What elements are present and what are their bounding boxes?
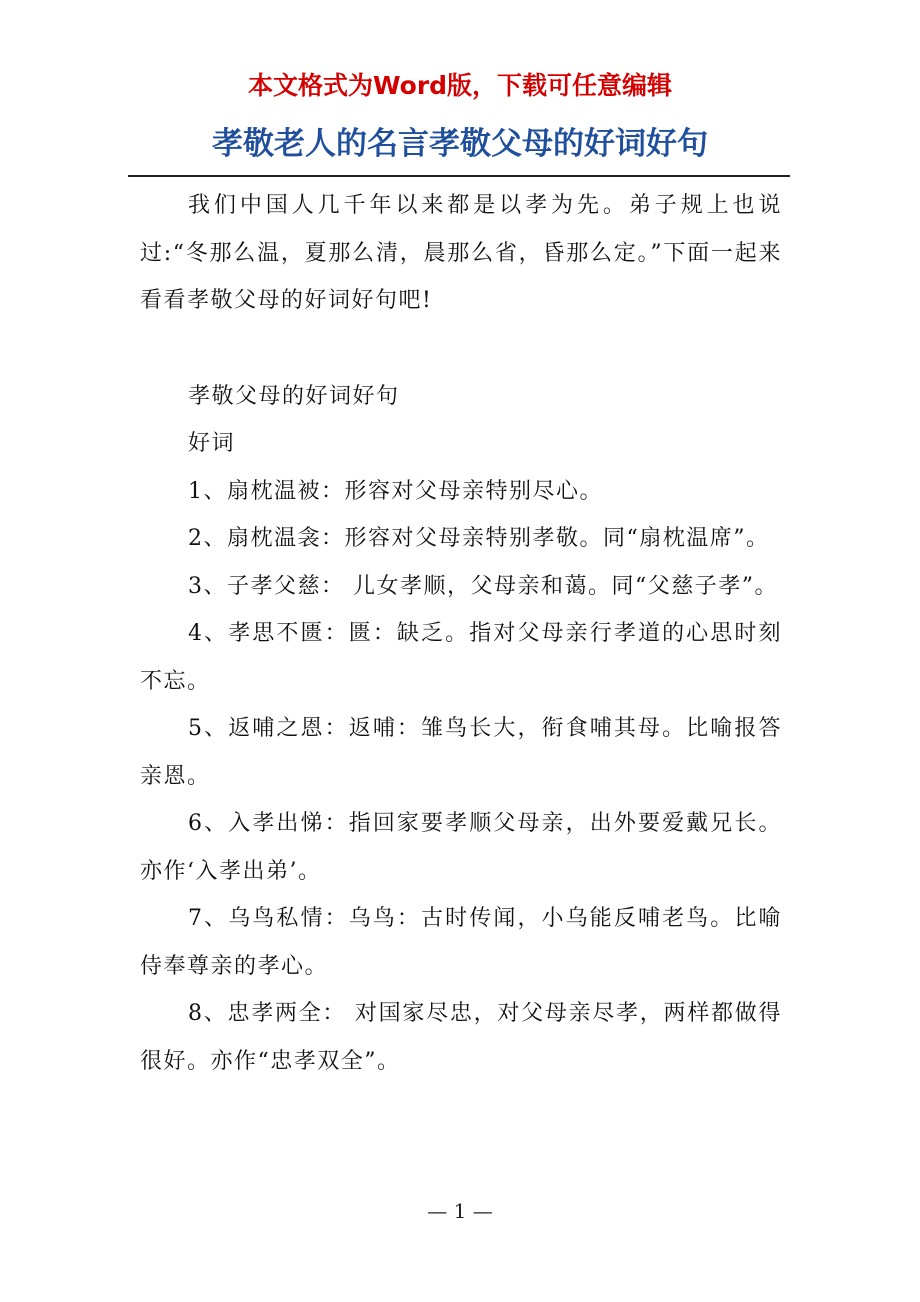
list-item: 4、孝思不匮：匮：缺乏。指对父母亲行孝道的心思时刻不忘。 [140, 621, 782, 694]
list-item: 8、忠孝两全： 对国家尽忠，对父母亲尽孝，两样都做得很好。亦作“忠孝双全”。 [140, 1001, 782, 1074]
document-body [140, 182, 782, 1085]
title-divider [128, 175, 790, 177]
page-number: — 1 — [427, 1199, 493, 1223]
format-notice-banner: 本文格式为Word版，下载可任意编辑 [247, 71, 673, 100]
list-item: 6、入孝出悌：指回家要孝顺父母亲，出外要爱戴兄长。亦作‘入孝出弟’。 [140, 811, 782, 884]
list-item: 1、扇枕温被：形容对父母亲特别尽心。 [188, 478, 603, 504]
list-item: 3、子孝父慈： 儿女孝顺，父母亲和蔼。同“父慈子孝”。 [188, 573, 778, 599]
subsection-title: 好词 [188, 431, 236, 456]
list-item: 2、扇枕温衾：形容对父母亲特别孝敬。同“扇枕温席”。 [188, 526, 770, 551]
document-title: 孝敬老人的名言孝敬父母的好词好句 [212, 126, 708, 162]
list-item: 7、乌鸟私情：乌鸟：古时传闻，小乌能反哺老鸟。比喻侍奉尊亲的孝心。 [140, 906, 782, 979]
intro-paragraph: 我们中国人几千年以来都是以孝为先。弟子规上也说过:“冬那么温，夏那么清，晨那么省，昏那么定。”下面一起来看看孝敬父母的好词好句吧! [140, 193, 782, 313]
list-item: 5、返哺之恩：返哺：雏鸟长大，衔食哺其母。比喻报答亲恩。 [140, 716, 782, 789]
section-title: 孝敬父母的好词好句 [188, 383, 400, 409]
